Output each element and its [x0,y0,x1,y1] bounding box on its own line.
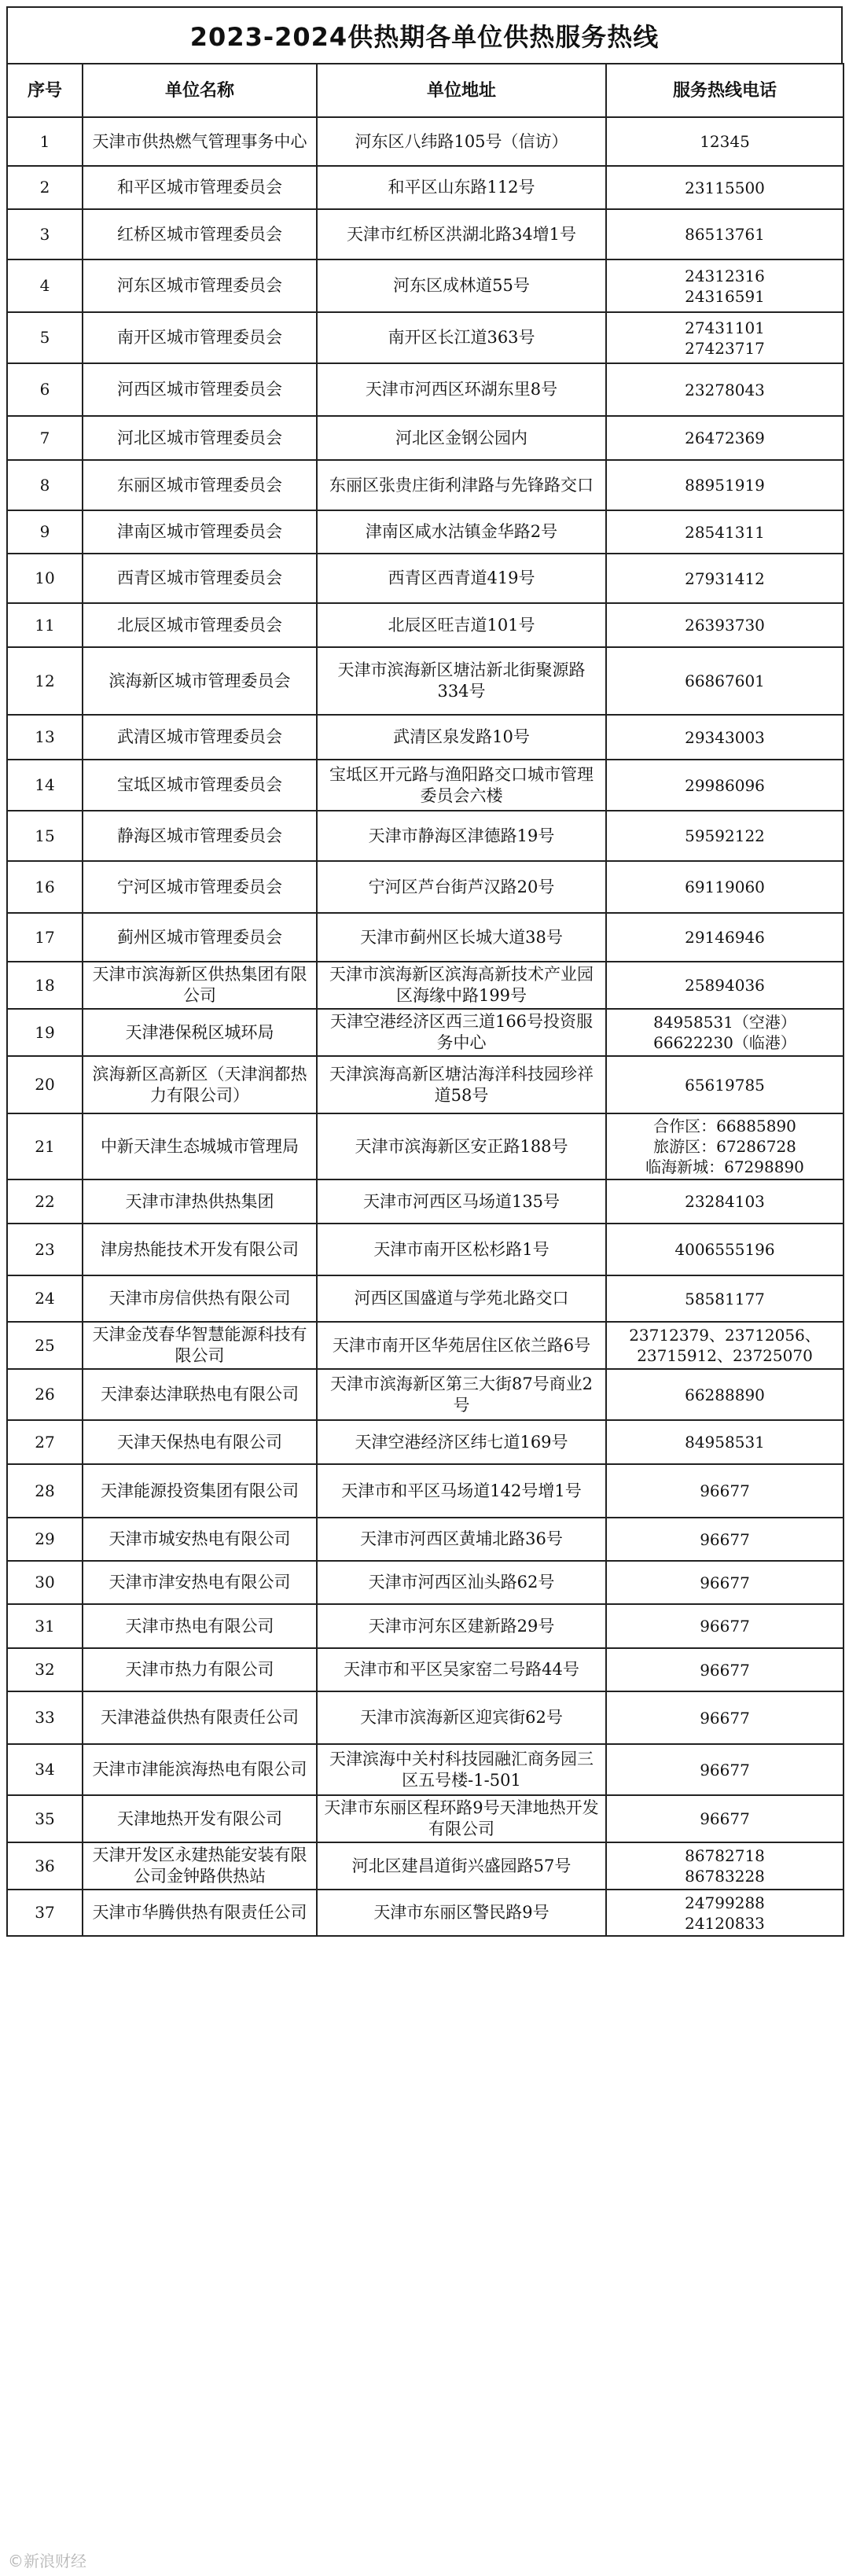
unit-address: 天津市滨海新区迎宾街62号 [317,1691,606,1744]
row-index: 22 [7,1179,83,1224]
row-index: 33 [7,1691,83,1744]
table-row [7,1842,843,1890]
row-index: 23 [7,1224,83,1275]
unit-address: 天津市南开区华苑居住区依兰路6号 [317,1322,606,1369]
row-index: 3 [7,209,83,259]
unit-name: 天津市津能滨海热电有限公司 [83,1744,317,1795]
row-index: 9 [7,510,83,554]
unit-name: 天津金茂春华智慧能源科技有限公司 [83,1322,317,1369]
table-header-row [7,64,843,117]
unit-address: 河北区建昌道街兴盛园路57号 [317,1842,606,1890]
unit-name: 天津地热开发有限公司 [83,1795,317,1842]
hotline-number: 86782718 [685,1846,765,1865]
unit-name: 静海区城市管理委员会 [83,811,317,861]
table-row [7,1113,843,1179]
header-unit-name: 单位名称 [83,64,317,117]
hotline-cell [606,1420,843,1464]
unit-address: 河北区金钢公园内 [317,416,606,460]
unit-name: 天津市房信供热有限公司 [83,1275,317,1322]
unit-address: 宝坻区开元路与渔阳路交口城市管理委员会六楼 [317,760,606,811]
unit-name: 宝坻区城市管理委员会 [83,760,317,811]
row-index: 25 [7,1322,83,1369]
table-row [7,1691,843,1744]
hotline-number: 29343003 [685,727,765,747]
row-index: 19 [7,1009,83,1056]
hotline-cell [606,416,843,460]
page-title: 2023-2024供热期各单位供热服务热线 [6,6,843,63]
hotline-number: 66622230（临港） [653,1033,796,1052]
unit-address: 天津市河西区黄埔北路36号 [317,1518,606,1561]
table-row [7,416,843,460]
table-row [7,962,843,1009]
hotline-number: 86513761 [685,225,765,244]
unit-address: 天津市河西区环湖东里8号 [317,363,606,416]
unit-name: 红桥区城市管理委员会 [83,209,317,259]
hotline-number: 29146946 [685,928,765,947]
unit-address: 天津空港经济区纬七道169号 [317,1420,606,1464]
unit-name: 滨海新区城市管理委员会 [83,647,317,715]
hotline-cell [606,1744,843,1795]
hotline-number: 96677 [700,1573,750,1592]
unit-name: 天津市津安热电有限公司 [83,1561,317,1604]
hotline-cell [606,1369,843,1420]
hotline-cell [606,510,843,554]
hotline-cell [606,1009,843,1056]
hotline-cell [606,603,843,647]
unit-address: 东丽区张贵庄街利津路与先锋路交口 [317,460,606,510]
hotline-number: 96677 [700,1529,750,1549]
hotline-number: 临海新城：67298890 [645,1157,804,1176]
unit-name: 天津泰达津联热电有限公司 [83,1369,317,1420]
row-index: 11 [7,603,83,647]
table-row [7,1420,843,1464]
hotline-number: 26393730 [685,616,765,635]
table-row [7,1648,843,1691]
hotline-cell [606,1691,843,1744]
unit-name: 津南区城市管理委员会 [83,510,317,554]
row-index: 6 [7,363,83,416]
row-index: 35 [7,1795,83,1842]
row-index: 16 [7,861,83,913]
table-row [7,1518,843,1561]
hotline-cell [606,913,843,962]
table-row [7,117,843,166]
hotline-number: 旅游区：67286728 [653,1137,796,1156]
unit-address: 西青区西青道419号 [317,554,606,603]
row-index: 24 [7,1275,83,1322]
row-index: 31 [7,1604,83,1648]
hotline-cell [606,1795,843,1842]
unit-address: 河东区八纬路105号（信访） [317,117,606,166]
unit-name: 河北区城市管理委员会 [83,416,317,460]
hotline-cell [606,1518,843,1561]
hotline-cell [606,1179,843,1224]
unit-address: 天津市红桥区洪湖北路34增1号 [317,209,606,259]
unit-address: 天津市蓟州区长城大道38号 [317,913,606,962]
unit-address: 天津市滨海新区滨海高新技术产业园区海缘中路199号 [317,962,606,1009]
table-row [7,460,843,510]
row-index: 15 [7,811,83,861]
hotline-number: 24316591 [685,286,765,306]
unit-name: 东丽区城市管理委员会 [83,460,317,510]
hotline-cell [606,259,843,312]
row-index: 26 [7,1369,83,1420]
hotline-number: 96677 [700,1617,750,1636]
unit-name: 天津能源投资集团有限公司 [83,1464,317,1518]
unit-address: 天津市河西区马场道135号 [317,1179,606,1224]
hotline-cell [606,1561,843,1604]
hotline-number: 26472369 [685,429,765,447]
table-row [7,760,843,811]
hotline-cell [606,1056,843,1113]
row-index: 27 [7,1420,83,1464]
row-index: 1 [7,117,83,166]
header-hotline: 服务热线电话 [606,64,843,117]
hotline-number: 4006555196 [674,1240,775,1259]
hotline-number: 66867601 [685,672,765,690]
hotline-number: 96677 [700,1481,750,1500]
unit-address: 天津市静海区津德路19号 [317,811,606,861]
table-row [7,811,843,861]
hotline-number: 96677 [700,1760,750,1779]
unit-address: 和平区山东路112号 [317,166,606,209]
unit-address: 天津市滨海新区第三大街87号商业2号 [317,1369,606,1420]
hotline-cell [606,760,843,811]
unit-name: 天津市城安热电有限公司 [83,1518,317,1561]
unit-name: 天津港益供热有限责任公司 [83,1691,317,1744]
hotline-cell [606,209,843,259]
hotline-number: 24312316 [685,266,765,285]
hotline-number: 23278043 [685,380,765,399]
table-row [7,554,843,603]
hotline-cell [606,1464,843,1518]
table-row [7,1009,843,1056]
unit-name: 津房热能技术开发有限公司 [83,1224,317,1275]
table-row [7,1224,843,1275]
hotline-number: 27931412 [685,569,765,588]
hotline-number: 84958531 [685,1433,765,1452]
unit-address: 天津滨海中关村科技园融汇商务园三区五号楼-1-501 [317,1744,606,1795]
header-index: 序号 [7,64,83,117]
hotline-number: 27431101 [685,318,765,337]
unit-address: 天津市东丽区警民路9号 [317,1890,606,1936]
table-row [7,209,843,259]
hotline-number: 28541311 [685,522,765,542]
unit-name: 天津市津热供热集团 [83,1179,317,1224]
hotline-cell [606,715,843,760]
unit-address: 天津市和平区马场道142号增1号 [317,1464,606,1518]
unit-address: 天津滨海高新区塘沽海洋科技园珍祥道58号 [317,1056,606,1113]
unit-address: 北辰区旺吉道101号 [317,603,606,647]
table-row [7,363,843,416]
hotline-sheet [6,6,843,1937]
unit-name: 河西区城市管理委员会 [83,363,317,416]
hotline-table [6,63,844,1937]
row-index: 21 [7,1113,83,1179]
unit-name: 北辰区城市管理委员会 [83,603,317,647]
hotline-number: 24799288 [685,1893,765,1912]
unit-name: 武清区城市管理委员会 [83,715,317,760]
hotline-number: 23715912、23725070 [637,1346,813,1365]
hotline-cell [606,1224,843,1275]
table-row [7,715,843,760]
table-row [7,259,843,312]
row-index: 28 [7,1464,83,1518]
hotline-number: 23712379、23712056、 [629,1326,821,1345]
unit-address: 河东区成林道55号 [317,259,606,312]
hotline-number: 96677 [700,1660,750,1680]
row-index: 37 [7,1890,83,1936]
hotline-cell [606,861,843,913]
hotline-number: 23115500 [685,178,765,197]
hotline-number: 25894036 [685,976,765,995]
table-row [7,166,843,209]
unit-name: 和平区城市管理委员会 [83,166,317,209]
hotline-number: 86783228 [685,1867,765,1886]
table-row [7,1275,843,1322]
unit-name: 天津港保税区城环局 [83,1009,317,1056]
unit-address: 天津市南开区松杉路1号 [317,1224,606,1275]
hotline-cell [606,1842,843,1890]
unit-address: 天津市东丽区程环路9号天津地热开发有限公司 [317,1795,606,1842]
unit-name: 天津天保热电有限公司 [83,1420,317,1464]
table-row [7,510,843,554]
hotline-number: 59592122 [685,826,765,845]
hotline-cell [606,1275,843,1322]
row-index: 13 [7,715,83,760]
hotline-cell [606,460,843,510]
hotline-number: 65619785 [685,1075,765,1095]
row-index: 14 [7,760,83,811]
watermark: ©新浪财经 [8,2552,86,2570]
row-index: 20 [7,1056,83,1113]
table-row [7,1464,843,1518]
unit-name: 天津开发区永建热能安装有限公司金钟路供热站 [83,1842,317,1890]
row-index: 4 [7,259,83,312]
hotline-number: 96677 [700,1708,750,1728]
row-index: 32 [7,1648,83,1691]
table-row [7,312,843,363]
hotline-number: 27423717 [685,338,765,358]
hotline-number: 84958531（空港） [653,1013,796,1032]
table-row [7,861,843,913]
row-index: 8 [7,460,83,510]
unit-name: 天津市华腾供热有限责任公司 [83,1890,317,1936]
hotline-number: 69119060 [685,878,765,896]
table-row [7,603,843,647]
hotline-cell [606,312,843,363]
unit-address: 津南区咸水沽镇金华路2号 [317,510,606,554]
row-index: 18 [7,962,83,1009]
unit-address: 武清区泉发路10号 [317,715,606,760]
row-index: 17 [7,913,83,962]
unit-address: 天津市河西区汕头路62号 [317,1561,606,1604]
row-index: 5 [7,312,83,363]
unit-name: 宁河区城市管理委员会 [83,861,317,913]
table-body [7,117,843,1936]
hotline-cell [606,363,843,416]
row-index: 36 [7,1842,83,1890]
unit-name: 天津市热电有限公司 [83,1604,317,1648]
hotline-cell [606,962,843,1009]
hotline-cell [606,1648,843,1691]
row-index: 10 [7,554,83,603]
table-row [7,1369,843,1420]
hotline-number: 66288890 [685,1385,765,1404]
table-row [7,913,843,962]
unit-name: 天津市供热燃气管理事务中心 [83,117,317,166]
unit-address: 南开区长江道363号 [317,312,606,363]
hotline-cell [606,1113,843,1179]
hotline-number: 29986096 [685,775,765,795]
unit-name: 中新天津生态城城市管理局 [83,1113,317,1179]
hotline-cell [606,1890,843,1936]
unit-address: 天津市滨海新区塘沽新北街聚源路334号 [317,647,606,715]
unit-address: 天津市和平区吴家窑二号路44号 [317,1648,606,1691]
row-index: 7 [7,416,83,460]
unit-address: 河西区国盛道与学苑北路交口 [317,1275,606,1322]
hotline-number: 23284103 [685,1192,765,1211]
row-index: 34 [7,1744,83,1795]
hotline-cell [606,811,843,861]
hotline-cell [606,117,843,166]
table-row [7,1744,843,1795]
hotline-cell [606,554,843,603]
hotline-cell [606,647,843,715]
row-index: 12 [7,647,83,715]
unit-address: 天津市河东区建新路29号 [317,1604,606,1648]
header-unit-address: 单位地址 [317,64,606,117]
unit-name: 天津市滨海新区供热集团有限公司 [83,962,317,1009]
unit-name: 南开区城市管理委员会 [83,312,317,363]
hotline-number: 12345 [700,132,750,151]
table-row [7,1561,843,1604]
unit-name: 滨海新区高新区（天津润都热力有限公司） [83,1056,317,1113]
hotline-cell [606,1322,843,1369]
row-index: 29 [7,1518,83,1561]
table-row [7,647,843,715]
table-row [7,1322,843,1369]
hotline-number: 24120833 [685,1913,765,1933]
unit-name: 西青区城市管理委员会 [83,554,317,603]
unit-address: 天津空港经济区西三道166号投资服务中心 [317,1009,606,1056]
table-row [7,1179,843,1224]
hotline-cell [606,1604,843,1648]
row-index: 30 [7,1561,83,1604]
table-row [7,1890,843,1936]
row-index: 2 [7,166,83,209]
hotline-number: 合作区：66885890 [653,1117,796,1135]
unit-name: 天津市热力有限公司 [83,1648,317,1691]
unit-address: 宁河区芦台街芦汉路20号 [317,861,606,913]
hotline-number: 96677 [700,1809,750,1828]
hotline-number: 58581177 [685,1289,765,1308]
unit-name: 蓟州区城市管理委员会 [83,913,317,962]
hotline-cell [606,166,843,209]
table-row [7,1795,843,1842]
unit-address: 天津市滨海新区安正路188号 [317,1113,606,1179]
table-row [7,1056,843,1113]
unit-name: 河东区城市管理委员会 [83,259,317,312]
table-row [7,1604,843,1648]
hotline-number: 88951919 [685,476,765,495]
